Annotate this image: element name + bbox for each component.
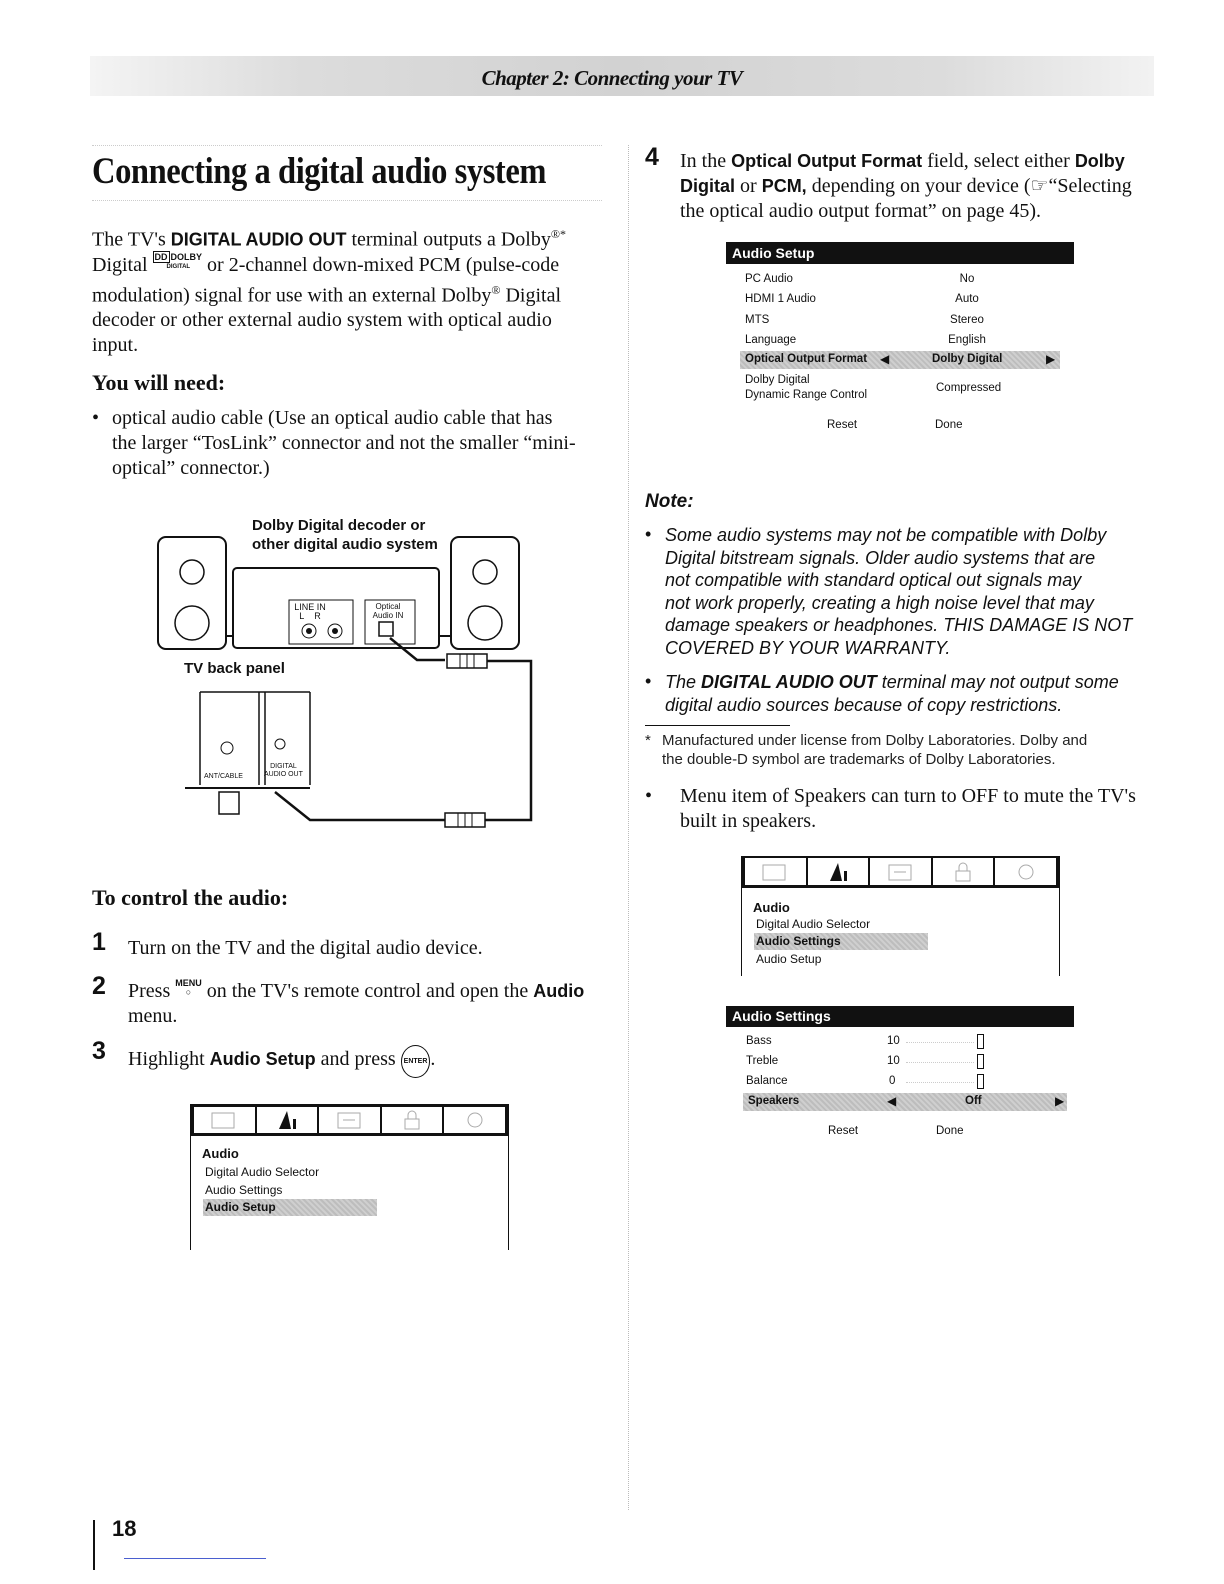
speakers-row[interactable] xyxy=(743,1093,1067,1111)
footnote-mark: * xyxy=(645,732,651,749)
audio-settings-panel xyxy=(726,1006,1074,1146)
picture-tab-icon[interactable] xyxy=(745,858,808,885)
menu-item[interactable]: Digital Audio Selector xyxy=(205,1165,320,1179)
connection-diagram xyxy=(155,530,540,830)
note-heading: Note: xyxy=(645,491,694,512)
slider-thumb[interactable] xyxy=(977,1054,984,1069)
setup-tab-icon[interactable] xyxy=(319,1107,382,1133)
menu-tab-bar xyxy=(742,856,1059,888)
setting-label: Treble xyxy=(746,1055,779,1067)
right-arrow-icon[interactable]: ▶ xyxy=(1055,1094,1065,1108)
line-in-label: LINE IN L R xyxy=(294,602,326,621)
options-tab-icon[interactable] xyxy=(444,1107,505,1133)
dolby-logo: DD DOLBY DIGITAL xyxy=(154,251,203,270)
you-will-need-heading: You will need: xyxy=(92,370,226,395)
ant-cable-label: ANT/CABLE xyxy=(204,773,243,780)
options-tab-icon[interactable] xyxy=(995,858,1056,885)
setting-label: Language xyxy=(745,334,797,346)
column-divider xyxy=(628,145,629,1510)
step-number: 1 xyxy=(92,928,106,956)
setting-label: Speakers xyxy=(748,1095,800,1107)
audio-setup-panel xyxy=(726,242,1074,442)
picture-tab-icon[interactable] xyxy=(194,1107,257,1133)
panel-header: Audio Setup xyxy=(726,242,1074,264)
speakers-note: Menu item of Speakers can turn to OFF to mute the TV's built in speakers. xyxy=(680,785,1136,832)
digital-audio-out-label: DIGITAL AUDIO OUT xyxy=(264,763,303,778)
reference-hand-icon: ☞ xyxy=(1030,175,1049,197)
done-button[interactable]: Done xyxy=(935,419,963,431)
done-button[interactable]: Done xyxy=(936,1125,964,1137)
optical-in-label: Optical Audio IN xyxy=(372,602,404,620)
reset-button[interactable]: Reset xyxy=(827,419,858,431)
dolby-double-d-icon: DD xyxy=(154,251,168,262)
audio-tab-icon[interactable] xyxy=(808,858,871,885)
footnote: Manufactured under license from Dolby Laboratories. Dolby and the double-D symbol are trademarks of Dolby Laboratories. xyxy=(662,732,1088,768)
optical-output-format-row[interactable] xyxy=(740,351,1060,369)
step-number: 3 xyxy=(92,1037,106,1065)
slider-thumb[interactable] xyxy=(977,1034,984,1049)
setting-label: Optical Output Format xyxy=(745,353,868,365)
step-number: 2 xyxy=(92,972,106,1000)
lock-tab-icon[interactable] xyxy=(933,858,996,885)
menu-title: Audio xyxy=(753,900,790,915)
menu-key-icon: MENU ○ xyxy=(175,978,202,997)
bullet: • xyxy=(645,524,652,544)
lock-tab-icon[interactable] xyxy=(382,1107,445,1133)
setting-value[interactable]: Auto xyxy=(955,293,979,305)
chapter-title: Chapter 2: Connecting your TV xyxy=(481,66,743,90)
audio-tab-icon[interactable] xyxy=(257,1107,320,1133)
setting-value[interactable]: Compressed xyxy=(936,382,1002,394)
left-arrow-icon[interactable]: ◀ xyxy=(887,1094,897,1108)
setting-label: Balance xyxy=(746,1075,788,1087)
you-will-need-item: optical audio cable (Use an optical audio cable that has the larger “TosLink” connector and not the smaller “mini- optical” connector.) xyxy=(112,407,576,479)
step-3-text: Highlight Audio Setup and press ENTER . xyxy=(128,1045,435,1078)
menu-title: Audio xyxy=(202,1146,239,1161)
slider-track[interactable] xyxy=(906,1082,974,1083)
menu-item[interactable]: Digital Audio Selector xyxy=(756,917,871,931)
footer-link-rule xyxy=(124,1558,266,1559)
title-top-rule xyxy=(92,145,602,146)
bullet: • xyxy=(645,671,652,691)
menu-item-selected[interactable]: Audio Settings xyxy=(754,933,928,950)
note-bullet-2: The DIGITAL AUDIO OUT terminal may not output some digital audio sources because of copy restrictions. xyxy=(665,672,1119,715)
note-bullet-1: Some audio systems may not be compatible with Dolby Digital bitstream signals. Older audio systems that are not compatible with standard optical out signals may not work properly, creating a high noise level that may damage speakers or headphones. THIS DAMAGE IS NOT COVERED BY YOUR WARRANTY. xyxy=(665,525,1133,658)
setup-tab-icon[interactable] xyxy=(870,858,933,885)
step-number: 4 xyxy=(645,143,659,171)
page-number: 18 xyxy=(112,1516,137,1541)
slider-track[interactable] xyxy=(906,1062,974,1063)
panel-header: Audio Settings xyxy=(726,1006,1074,1027)
audio-menu-2 xyxy=(741,856,1060,976)
setting-value[interactable]: No xyxy=(959,273,975,285)
menu-item[interactable]: Audio Settings xyxy=(205,1183,283,1197)
setting-value: 10 xyxy=(887,1035,900,1047)
page-number-rule xyxy=(93,1520,95,1570)
enter-key-icon: ENTER xyxy=(401,1045,431,1078)
bullet: • xyxy=(645,785,653,807)
tv-back-panel-label: TV back panel xyxy=(184,660,285,677)
slider-track[interactable] xyxy=(906,1042,974,1043)
right-speaker xyxy=(451,537,519,649)
setting-label: PC Audio xyxy=(745,273,793,285)
right-arrow-icon[interactable]: ▶ xyxy=(1046,352,1056,366)
menu-tab-bar xyxy=(191,1104,508,1136)
step-4-text: In the Optical Output Format field, select either Dolby Digital or PCM, depending on your device (☞“Selecting the optical audio output format” on page 45). xyxy=(680,150,1132,222)
setting-value[interactable]: English xyxy=(948,334,986,346)
title-bottom-rule xyxy=(92,200,602,201)
footnote-rule xyxy=(645,725,790,726)
section-title: Connecting a digital audio system xyxy=(92,151,547,192)
setting-label: Bass xyxy=(746,1035,772,1047)
menu-item[interactable]: Audio Setup xyxy=(756,952,822,966)
setting-label: HDMI 1 Audio xyxy=(745,293,816,305)
left-speaker xyxy=(158,537,226,649)
step-2-text: Press MENU ○ on the TV's remote control and open the Audio menu. xyxy=(128,978,585,1027)
step-1-text: Turn on the TV and the digital audio device. xyxy=(128,937,483,959)
intro-paragraph: The TV's DIGITAL AUDIO OUT terminal outputs a Dolby®* Digital DD DOLBY DIGITAL or 2-channel down-mixed PCM (pulse-code modulation) signal for use with an external Dolby® Digital decoder or other external audio system with optical audio input. xyxy=(92,227,566,357)
left-arrow-icon[interactable]: ◀ xyxy=(880,352,890,366)
setting-value: 10 xyxy=(887,1055,900,1067)
setting-label: Dolby Digital Dynamic Range Control xyxy=(745,374,868,401)
setting-value[interactable]: Off xyxy=(965,1095,982,1107)
bullet: • xyxy=(92,407,100,429)
audio-menu-1 xyxy=(190,1104,509,1250)
decoder-label: Dolby Digital decoder or other digital audio system xyxy=(252,517,438,553)
slider-thumb[interactable] xyxy=(977,1074,984,1089)
setting-label: MTS xyxy=(745,314,770,326)
control-heading: To control the audio: xyxy=(92,885,289,910)
menu-item-selected[interactable]: Audio Setup xyxy=(203,1199,377,1216)
setting-value: 0 xyxy=(889,1075,896,1087)
setting-value[interactable]: Stereo xyxy=(950,314,984,326)
setting-value[interactable]: Dolby Digital xyxy=(932,353,1003,365)
reset-button[interactable]: Reset xyxy=(828,1125,859,1137)
